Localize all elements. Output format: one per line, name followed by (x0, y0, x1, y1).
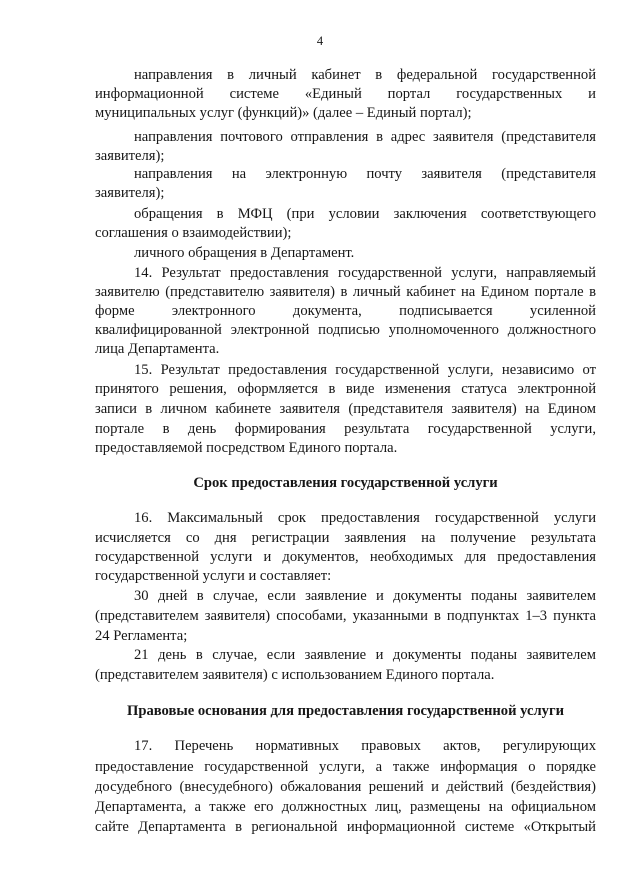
text-line: направления почтового отправления в адрес заявителя (представителя (134, 129, 596, 145)
page-number: 4 (316, 34, 324, 48)
text-line: досудебного (внесудебного) обжалования решений и действий (бездействия) (95, 779, 596, 795)
text-line: предоставляемой посредством Единого портала. (95, 440, 398, 456)
text-line: 16. Максимальный срок предоставления государственной услуги (134, 510, 596, 526)
text-line: информационной системе «Единый портал государственных и (95, 86, 596, 102)
text-line: заявителю (представителю заявителя) в личный кабинет на Едином портале в (95, 284, 596, 300)
text-line: соглашения о взаимодействии); (95, 225, 292, 241)
text-line: заявителя); (95, 148, 165, 164)
text-line: муниципальных услуг (функций)» (далее – Единый портал); (95, 105, 472, 121)
text-line: предоставление государственной услуги, а также информация о порядке (95, 759, 596, 775)
text-line: портале в день формирования результата государственной услуги, (95, 421, 596, 437)
text-line: государственной услуги и составляет: (95, 568, 332, 584)
section-heading: Срок предоставления государственной услуги (193, 475, 498, 491)
section-heading: Правовые основания для предоставления государственной услуги (126, 703, 564, 719)
text-line: государственной услуги и документов, необходимых для предоставления (95, 549, 596, 565)
text-line: заявителя); (95, 185, 165, 201)
text-line: лица Департамента. (95, 341, 220, 357)
text-line: 17. Перечень нормативных правовых актов, регулирующих (134, 738, 596, 754)
text-line: 30 дней в случае, если заявление и документы поданы заявителем (134, 588, 596, 604)
text-line: 24 Регламента; (95, 628, 188, 644)
text-line: направления в личный кабинет в федеральной государственной (134, 67, 596, 83)
text-line: принятого решения, оформляется в виде изменения статуса электронной (95, 381, 596, 397)
text-line: 21 день в случае, если заявление и документы поданы заявителем (134, 647, 596, 663)
text-line: (представителем заявителя) способами, указанными в подпунктах 1–3 пункта (95, 608, 596, 624)
text-line: квалифицированной электронной подписью уполномоченного должностного (95, 322, 596, 338)
text-line: записи в личном кабинете заявителя (представителя заявителя) на Едином (95, 401, 596, 417)
text-line: (представителем заявителя) с использованием Единого портала. (95, 667, 495, 683)
text-line: форме электронного документа, подписывается усиленной (95, 303, 596, 319)
text-line: сайте Департамента в региональной информационной системе «Открытый (95, 819, 596, 835)
text-line: направления на электронную почту заявителя (представителя (134, 166, 596, 182)
text-line: личного обращения в Департамент. (134, 245, 355, 261)
text-line: исчисляется со дня регистрации заявления на получение результата (95, 530, 596, 546)
text-line: 15. Результат предоставления государственной услуги, независимо от (134, 362, 596, 378)
text-line: 14. Результат предоставления государственной услуги, направляемый (134, 265, 596, 281)
text-line: Департамента, а также его должностных лиц, размещены на официальном (95, 799, 596, 815)
text-line: обращения в МФЦ (при условии заключения соответствующего (134, 206, 596, 222)
